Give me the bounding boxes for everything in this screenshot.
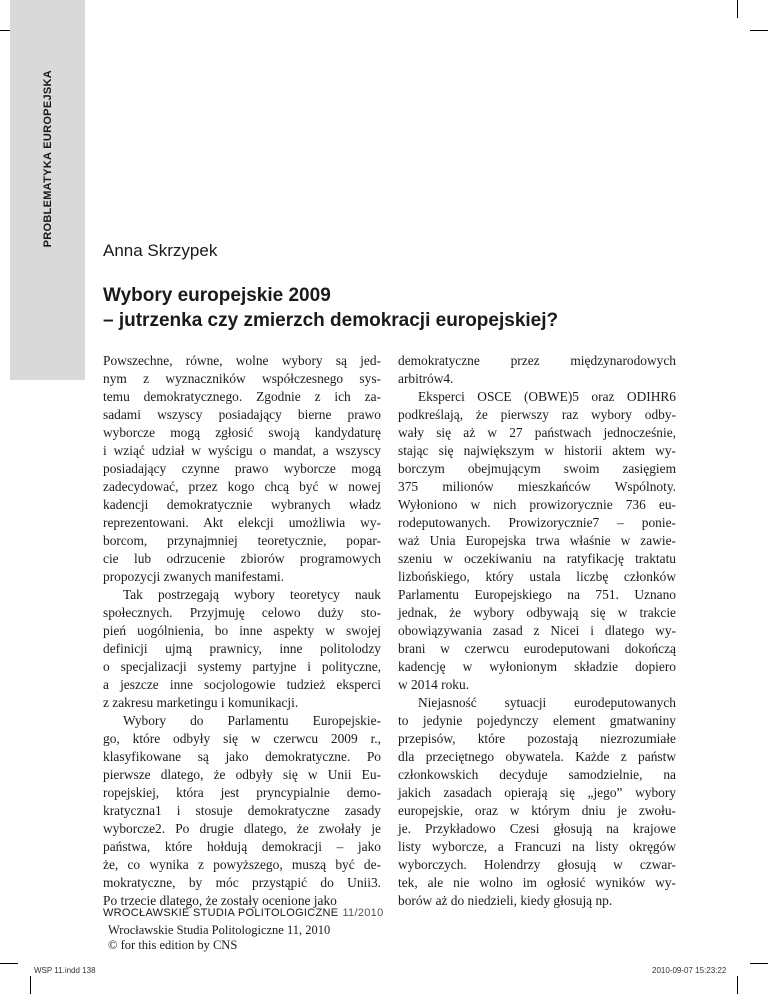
- text-line: kadencję w wyłonionym składzie dopiero: [398, 659, 676, 674]
- text-line: waż Unia Europejska trwa właśnie w zawie-: [398, 533, 676, 548]
- text-line: o specjalizacji systemy partyjne i polityczne,: [103, 659, 381, 674]
- text-line: Tak postrzegają wybory teoretycy nauk: [123, 587, 381, 602]
- article-title: [103, 283, 703, 333]
- left-column: [103, 352, 381, 910]
- journal-issue: 11/2010: [342, 907, 384, 919]
- text-line: brani w czerwcu eurodeputowani dokończą: [398, 641, 676, 656]
- text-line: ropejskiej, która jest pryncypialnie demo-: [103, 785, 381, 800]
- text-line: Wyłoniono w nich prowizorycznie 736 eu-: [398, 497, 676, 512]
- text-line: Powszechne, równe, wolne wybory są jed-: [103, 353, 381, 368]
- text-line: mokratyczne, by móc przystąpić do Unii3.: [103, 875, 381, 890]
- text-line: stając się największym w historii aktem wy-: [398, 443, 676, 458]
- text-line: obowiązywania zasad z Nicei i dlatego wy-: [398, 623, 676, 638]
- text-line: tek, ale nie wolno im ogłosić wyników wy-: [398, 875, 676, 890]
- crop-mark: [737, 0, 738, 18]
- text-line: Wybory do Parlamentu Europejskie-: [123, 713, 381, 728]
- text-line: borczym obejmującym swoim zasięgiem: [398, 461, 676, 476]
- text-line: temu demokratycznego. Zgodnie z ich za-: [103, 389, 381, 404]
- text-line: to jedynie pojedynczy element gmatwaniny: [398, 713, 676, 728]
- text-line: wały się aż w 27 państwach jednocześnie,: [398, 425, 676, 440]
- text-line: dla przeciętnego obywatela. Każde z państw: [398, 749, 676, 764]
- right-column: [398, 352, 676, 910]
- text-line: europejskie, oraz w którym dniu je zwołu-: [398, 803, 676, 818]
- text-line: wyborcze mogą zgłosić swoją kandydaturę: [103, 425, 381, 440]
- crop-mark: [0, 963, 18, 964]
- text-line: z zakresu marketingu i komunikacji.: [103, 695, 299, 710]
- text-line: reprezentowani. Akt elekcji umożliwia wy-: [103, 515, 381, 530]
- text-line: zadecydować, przez kogo chcą być w nowej: [103, 479, 381, 494]
- text-line: że, co wynika z powyższego, muszą być de-: [103, 857, 381, 872]
- text-line: i wziąć udział w wyścigu o mandat, a wszyscy: [103, 443, 381, 458]
- text-line: jakich zasadach opierają się „jego” wybory: [398, 785, 676, 800]
- text-line: nym z wyznaczników współczesnego sys-: [103, 371, 381, 386]
- text-line: wyborcze2. Po drugie dlatego, że zwołały je: [103, 821, 381, 836]
- text-line: klasyfikowane są jako demokratyczne. Po: [103, 749, 381, 764]
- crop-mark: [750, 30, 768, 31]
- text-line: borcom, przynajmniej teoretycznie, popar-: [103, 533, 381, 548]
- copyright-line: © for this edition by CNS: [108, 938, 238, 952]
- text-line: posiadający czynne prawo wyborcze mogą: [103, 461, 381, 476]
- text-line: podkreślają, że pierwszy raz wybory odby-: [398, 407, 676, 422]
- text-line: szeniu w oczekiwaniu na ratyfikację traktatu: [398, 551, 676, 566]
- text-line: propozycji zwanych manifestami.: [103, 569, 285, 584]
- title-line: – jutrzenka czy zmierzch demokracji europejskiej?: [103, 310, 559, 331]
- citation-line: Wrocławskie Studia Politologiczne 11, 2010: [108, 923, 331, 937]
- print-slug-timestamp: 2010-09-07 15:23:22: [652, 966, 727, 975]
- text-line: sadami wszyscy posiadający bierne prawo: [103, 407, 381, 422]
- text-line: cie lub odrzucenie zbiorów programowych: [103, 551, 381, 566]
- text-line: członkowskich decyduje samodzielnie, na: [398, 767, 676, 782]
- text-line: arbitrów4.: [398, 371, 454, 386]
- section-label: PROBLEMATYKA EUROPEJSKA: [41, 70, 54, 248]
- journal-footer: [103, 907, 383, 919]
- author-name: Anna Skrzypek: [103, 241, 218, 260]
- text-line: listy wyborcze, a Francuzi na listy okręgów: [398, 839, 676, 854]
- text-line: go, które odbyły się w czerwcu 2009 r.,: [103, 731, 381, 746]
- text-line: je. Przykładowo Czesi głosują na krajowe: [398, 821, 676, 836]
- print-slug-file: WSP 11.indd 138: [34, 966, 96, 975]
- text-line: lizbońskiego, który ustala liczbę członków: [398, 569, 676, 584]
- text-line: a jeszcze inne socjologowie tudzież eksperci: [103, 677, 381, 692]
- text-line: rodeputowanych. Prowizorycznie7 – ponie-: [398, 515, 676, 530]
- crop-mark: [30, 976, 31, 994]
- text-line: borów aż do niedzieli, kiedy głosują np.: [398, 893, 613, 908]
- crop-mark: [750, 963, 768, 964]
- text-line: wyborczych. Holendrzy głosują w czwar-: [398, 857, 676, 872]
- text-line: kratyczna1 i stosuje demokratyczne zasady: [103, 803, 381, 818]
- text-line: pień uogólnienia, bo inne aspekty w swojej: [103, 623, 381, 638]
- text-line: pierwsze dlatego, że odbyły się w Unii Eu-: [103, 767, 381, 782]
- text-line: Po trzecie dlatego, że zostały ocenione jako: [103, 893, 337, 908]
- text-line: przepisów, które pozostają niezrozumiałe: [398, 731, 676, 746]
- text-line: Eksperci OSCE (OBWE)5 oraz ODIHR6: [418, 389, 676, 404]
- text-line: kadencji demokratycznie wybranych władz: [103, 497, 381, 512]
- text-line: definicji ujmą prawnicy, inne politolodzy: [103, 641, 381, 656]
- journal-name: WROCŁAWSKIE STUDIA POLITOLOGICZNE: [103, 907, 339, 919]
- text-line: Niejasność sytuacji eurodeputowanych: [418, 695, 676, 710]
- title-line: Wybory europejskie 2009: [103, 285, 331, 306]
- text-line: Parlamentu Europejskiego na 751. Uznano: [398, 587, 676, 602]
- text-line: społecznych. Przyjmuję celowo duży sto-: [103, 605, 381, 620]
- text-line: jednak, że wybory odbywają się w trakcie: [398, 605, 676, 620]
- text-line: w 2014 roku.: [398, 677, 470, 692]
- text-line: demokratyczne przez międzynarodowych: [398, 353, 676, 368]
- text-line: 375 milionów mieszkańców Wspólnoty.: [398, 479, 676, 494]
- section-tab: [10, 0, 85, 380]
- crop-mark: [737, 976, 738, 994]
- text-line: państwa, które hołdują demokracji – jako: [103, 839, 381, 854]
